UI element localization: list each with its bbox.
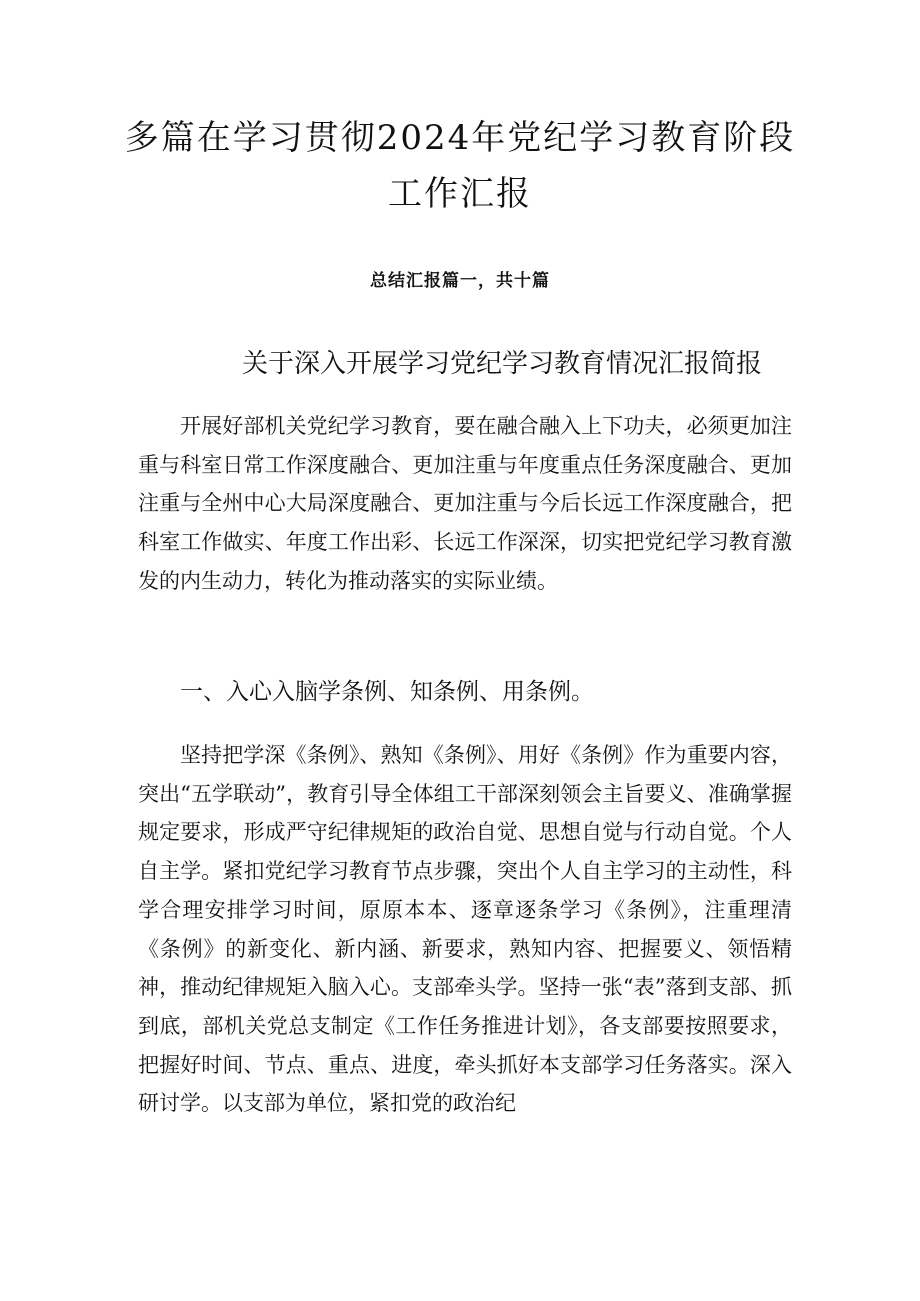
body-paragraph: 坚持把学深《条例》、熟知《条例》、用好《条例》作为重要内容，突出“五学联动”，教育引导全体组工干部深刻领会主旨要义、准确掌握规定要求，形成严守纪律规矩的政治自觉、思想自觉与行动自觉。个人自主学。紧扣党纪学习教育节点步骤，突出个人自主学习的主动性，科学合理安排学习时间，原原本本、逐章逐条学习《条例》，注重理清《条例》的新变化、新内涵、新要求，熟知内容、把握要义、领悟精神，推动纪律规矩入脑入心。支部牵头学。坚持一张“表”落到支部、抓到底，部机关党总支制定《工作任务推进计划》，各支部要按照要求，把握好时间、节点、重点、进度，牵头抓好本支部学习任务落实。深入研讨学。以支部为单位，紧扣党的政治纪 — [138, 743, 792, 1116]
document-title-line-1: 多篇在学习贯彻2024年党纪学习教育阶段 — [124, 118, 796, 158]
document-subtitle: 总结汇报篇一，共十篇 — [370, 271, 550, 291]
document-title-line-2: 工作汇报 — [388, 174, 532, 214]
report-heading: 关于深入开展学习党纪学习教育情况汇报简报 — [242, 349, 763, 379]
body-paragraph: 开展好部机关党纪学习教育，要在融合融入上下功夫，必须更加注重与科室日常工作深度融合、更加注重与年度重点任务深度融合、更加注重与全州中心大局深度融合、更加注重与今后长远工作深度融合，把科室工作做实、年度工作出彩、长远工作深深，切实把党纪学习教育激发的内生动力，转化为推动落实的实际业绩。 — [138, 414, 792, 593]
section-heading: 一、入心入脑学条例、知条例、用条例。 — [180, 679, 594, 705]
